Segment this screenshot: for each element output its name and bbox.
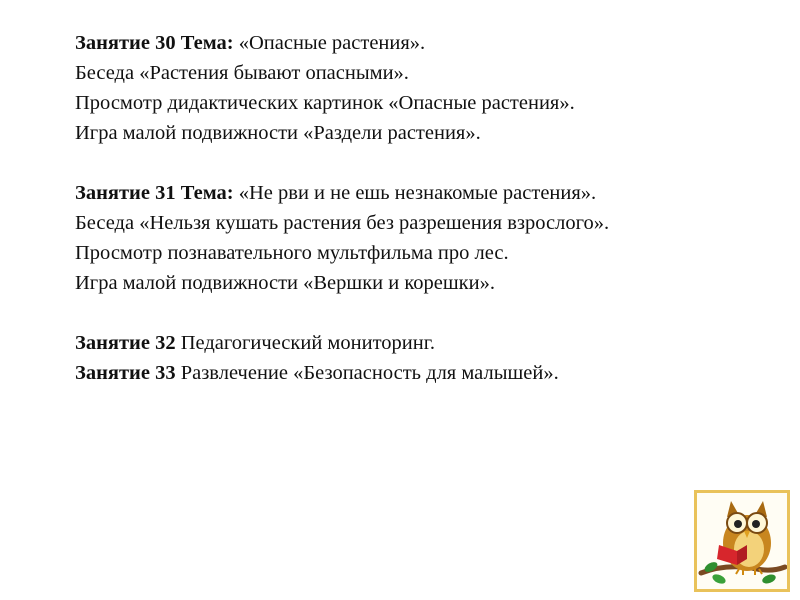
lesson-30-line-3: Игра малой подвижности «Раздели растения». [75,122,481,144]
lesson-30-title-line [75,28,775,58]
lesson-30-topic: «Опасные растения». [233,32,426,54]
lesson-31-topic: «Не рви и не ешь незнакомые растения». [233,182,597,204]
lesson-plan-text [75,28,775,388]
lesson-32-line [75,328,775,358]
owl-logo [694,490,790,592]
lesson-31-line-1: Беседа «Нельзя кушать растения без разрешения взрослого». [75,212,610,234]
spacer [75,148,775,178]
lesson-30-heading: Занятие 30 Тема: [75,32,234,54]
lesson-31-line-3: Игра малой подвижности «Вершки и корешки». [75,272,495,294]
spacer [75,298,775,328]
lesson-32-text: Педагогический мониторинг. [175,332,435,354]
lesson-30-line-2: Просмотр дидактических картинок «Опасные растения». [75,92,575,114]
lesson-31-title-line [75,178,775,208]
lesson-33-line [75,358,775,388]
owl-reading-book-icon [697,493,787,589]
lesson-33-text: Развлечение «Безопасность для малышей». [175,362,559,384]
lesson-31-line-2: Просмотр познавательного мультфильма про лес. [75,242,509,264]
lesson-31-heading: Занятие 31 Тема: [75,182,234,204]
lesson-32-heading: Занятие 32 [75,332,176,354]
lesson-30-line-1: Беседа «Растения бывают опасными». [75,62,409,84]
lesson-33-heading: Занятие 33 [75,362,176,384]
